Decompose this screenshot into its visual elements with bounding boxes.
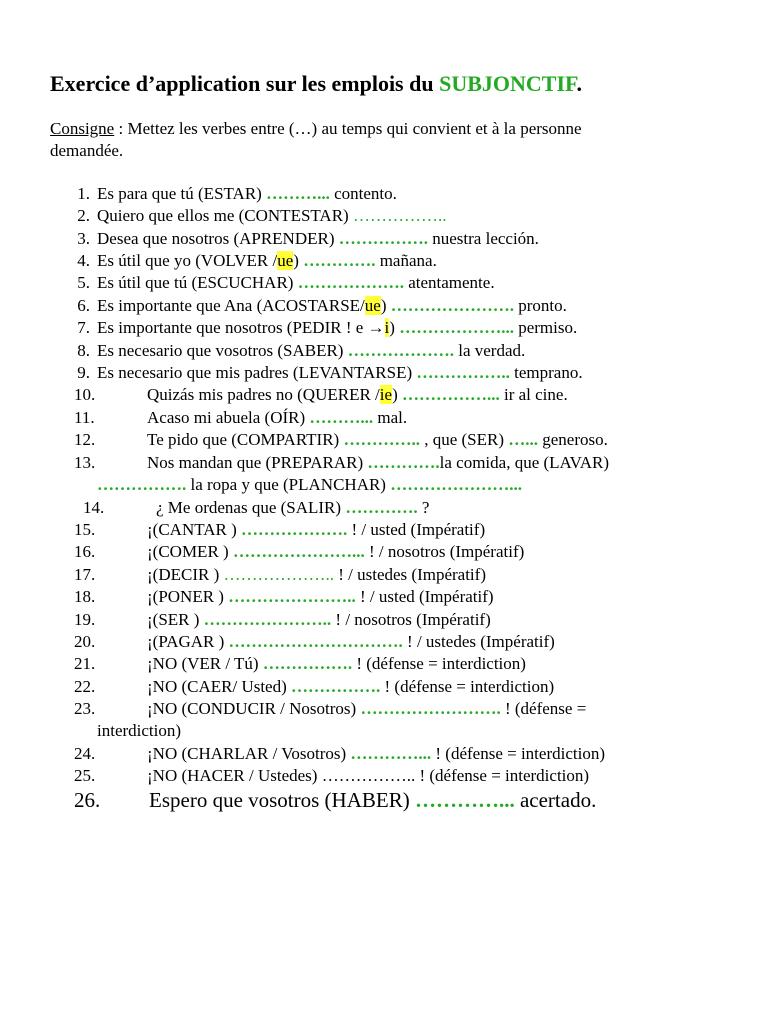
list-item [0,385,768,407]
highlight-vowel: ue [364,296,381,315]
item-text-end: , que (SER) [419,430,509,449]
title-highlight: SUBJONCTIF [439,71,577,96]
item-number: 17. [74,565,96,584]
instructions-text-2: demandée. [50,141,124,160]
answer-blank: …………………... [390,475,522,494]
item-text-end: ! / nosotros (Impératif) [331,610,491,629]
item-number: 4. [77,251,90,270]
item-number: 5. [77,273,90,292]
list-item-continuation [0,721,768,743]
item-number: 15. [74,520,96,539]
item-text-end: la verdad. [453,341,526,360]
list-item [0,788,768,818]
list-item [0,542,768,564]
answer-blank: ………... [309,408,374,427]
answer-blank: ……………….. [223,565,334,584]
item-text: Es importante que nosotros (PEDIR ! e → [97,318,385,337]
item-text: ¡NO (CONDUCIR / Nosotros) [147,699,361,718]
list-item [0,632,768,654]
answer-blank: ………………. [347,341,454,360]
item-text: Es importante que Ana (ACOSTARSE/ [97,296,365,315]
list-item [0,408,768,430]
list-item [0,341,768,363]
item-number: 26. [74,788,101,812]
item-text-end: ! (défense = interdiction) [415,766,590,785]
item-text: Es para que tú (ESTAR) [97,184,267,203]
answer-blank: …………. [345,498,418,517]
list-item [0,184,768,206]
item-text: la ropa y que (PLANCHAR) [186,475,391,494]
item-number: 10. [74,385,96,404]
item-text: interdiction) [97,721,182,740]
list-item [0,318,768,340]
list-item [0,520,768,542]
list-item [0,453,768,475]
page-title [50,71,582,97]
item-text: ¡(COMER ) [147,542,233,561]
item-number: 6. [77,296,90,315]
item-text: ¡(PONER ) [147,587,229,606]
list-item [0,363,768,385]
answer-blank: ……………... [401,385,500,404]
item-number: 20. [74,632,96,651]
answer-blank: …... [508,430,538,449]
item-text-end: ! (défense = interdiction) [352,654,526,673]
item-text-end: pronto. [514,296,567,315]
answer-blank: …………. [367,453,440,472]
answer-blank: …………... [414,788,515,812]
highlight-vowel: ie [379,385,393,404]
answer-blank: ………………….. [203,610,332,629]
list-item [0,766,768,788]
item-number: 7. [77,318,90,337]
answer-blank: ……………. [338,229,428,248]
item-text: ¡(DECIR ) [147,565,224,584]
answer-blank: ………………. [241,520,348,539]
list-item [0,273,768,295]
item-text: Es necesario que vosotros (SABER) [97,341,348,360]
item-text-end: ! / ustedes (Impératif) [402,632,555,651]
answer-blank: …………….. [416,363,510,382]
item-text: ) [380,296,391,315]
item-text: ¡(CANTAR ) [147,520,242,539]
list-item [0,677,768,699]
item-text-end: ! / usted (Impératif) [347,520,486,539]
item-number: 22. [74,677,96,696]
item-text: ¿ Me ordenas que (SALIR) [156,498,346,517]
item-number: 12. [74,430,96,449]
item-number: 3. [77,229,90,248]
item-text-end: ! / ustedes (Impératif) [333,565,486,584]
list-item [0,699,768,721]
answer-blank: ……………. [97,475,187,494]
answer-blank: ………….. [343,430,420,449]
answer-blank: …………... [350,744,432,763]
answer-blank: …………………... [232,542,365,561]
item-number: 25. [74,766,96,785]
item-text: Te pido que (COMPARTIR) [147,430,344,449]
item-text: ¡NO (CAER/ Usted) [147,677,292,696]
item-number: 24. [74,744,96,763]
item-text-end: nuestra lección. [428,229,539,248]
item-number: 16. [74,542,96,561]
list-item [0,610,768,632]
item-text: Espero que vosotros (HABER) [149,788,415,812]
item-text: Quizás mis padres no (QUERER / [147,385,380,404]
item-text: Desea que nosotros (APRENDER) [97,229,339,248]
instructions-text: : Mettez les verbes entre (…) au temps qui convient et à la personne [114,119,582,138]
item-text-end: permiso. [513,318,578,337]
item-text-end: ! / nosotros (Impératif) [364,542,525,561]
answer-blank: …………………. [390,296,515,315]
item-text: Nos mandan que (PREPARAR) [147,453,368,472]
list-item-continuation [0,475,768,497]
list-item [0,744,768,766]
highlight-vowel: ue [277,251,294,270]
list-item [0,654,768,676]
item-number: 1. [77,184,90,203]
item-number: 19. [74,610,96,629]
answer-blank: ……………. [291,677,381,696]
answer-blank: …………….. [352,206,447,225]
item-number: 8. [77,341,90,360]
item-number: 21. [74,654,96,673]
answer-blank: ……………. [262,654,353,673]
item-text: Quiero que ellos me (CONTESTAR) [97,206,353,225]
item-text-end: mal. [373,408,408,427]
list-item [0,296,768,318]
item-text-end: la comida, que (LAVAR) [439,453,609,472]
item-text: ¡NO (CHARLAR / Vosotros) [147,744,351,763]
item-text-end: temprano. [509,363,583,382]
instructions [50,118,740,162]
item-text: Acaso mi abuela (OÍR) [147,408,310,427]
title-text: Exercice d’application sur les emplois du [50,71,440,96]
item-text: ¡NO (VER / Tú) [147,654,263,673]
list-item [0,206,768,228]
item-text-end: mañana. [375,251,437,270]
instructions-label: Consigne [50,119,115,138]
list-item [0,229,768,251]
item-text-end: ? [417,498,430,517]
list-item [0,251,768,273]
item-text-end: ir al cine. [499,385,568,404]
item-text-end: acertado. [514,788,597,812]
item-text: ¡(SER ) [147,610,204,629]
item-text: ¡NO (HACER / Ustedes) [147,766,322,785]
answer-blank: …………………………. [228,632,403,651]
item-number: 9. [77,363,90,382]
answer-blank: ………………... [399,318,514,337]
item-text: ) [293,251,304,270]
item-number: 11. [74,408,95,427]
item-text-end: atentamente. [403,273,495,292]
list-item [0,430,768,452]
item-text-end: ! (défense = interdiction) [431,744,605,763]
item-number: 13. [74,453,96,472]
answer-blank: ……………………. [360,699,501,718]
list-item [0,565,768,587]
item-number: 2. [77,206,90,225]
item-text-end: contento. [329,184,397,203]
answer-blank: ………………….. [228,587,356,606]
answer-blank: …………. [303,251,376,270]
item-number: 23. [74,699,96,718]
answer-blank: …………….. [321,766,416,785]
list-item [0,498,768,520]
item-text: ) [392,385,402,404]
item-text-end: ! (défense = [500,699,587,718]
item-text: ¡(PAGAR ) [147,632,229,651]
item-text-end: generoso. [538,430,608,449]
item-text-end: ! (défense = interdiction) [380,677,555,696]
item-text: Es útil que tú (ESCUCHAR) [97,273,298,292]
answer-blank: ………... [266,184,330,203]
list-item [0,587,768,609]
item-text: Es necesario que mis padres (LEVANTARSE) [97,363,417,382]
answer-blank: ………………. [297,273,404,292]
item-number: 18. [74,587,96,606]
item-number: 14. [83,498,105,517]
item-text-end: ! / usted (Impératif) [355,587,494,606]
title-end: . [576,71,582,96]
item-text: ) [389,318,400,337]
item-text: Es útil que yo (VOLVER / [97,251,278,270]
highlight-vowel: i [384,318,390,337]
